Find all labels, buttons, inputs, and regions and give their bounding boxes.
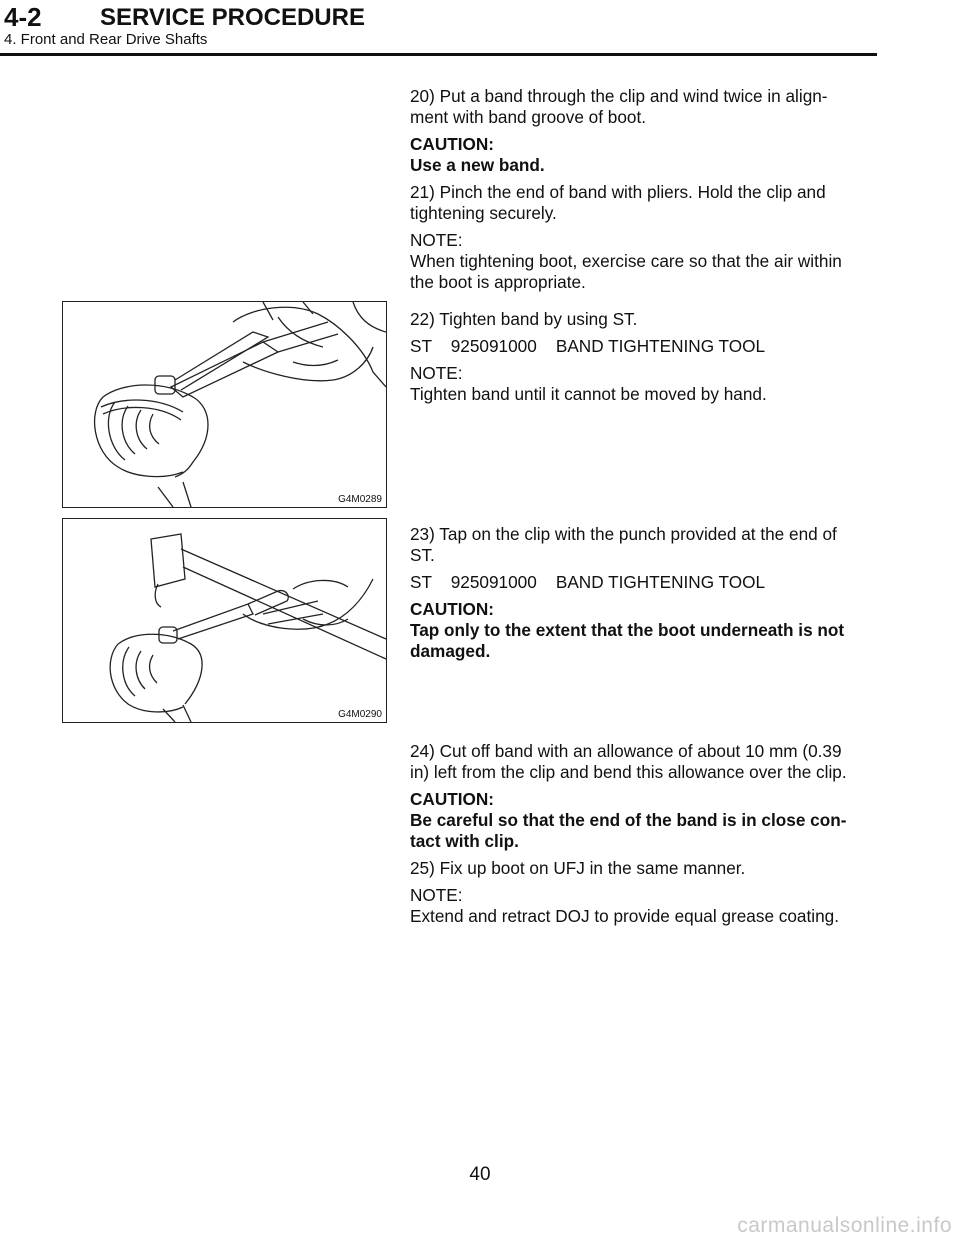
figure-label: G4M0290	[338, 709, 382, 720]
page-title: SERVICE PROCEDURE	[100, 4, 365, 31]
step-21-line-2: tightening securely.	[410, 203, 557, 223]
step-21-line-1: 21) Pinch the end of band with pliers. Hold the clip and	[410, 182, 826, 202]
step-22-note-text: Tighten band until it cannot be moved by hand.	[410, 384, 767, 404]
step-22-note-label: NOTE:	[410, 363, 463, 383]
step-20-block	[410, 86, 881, 293]
step-21-note-line-2: the boot is appropriate.	[410, 272, 586, 292]
step-20-caution-text: Use a new band.	[410, 155, 545, 175]
figure-g4m0290	[62, 518, 387, 723]
step-24-caution-line-1: Be careful so that the end of the band is in close con-	[410, 810, 847, 830]
figure-label: G4M0289	[338, 494, 382, 505]
step-21-note-line-1: When tightening boot, exercise care so that the air within	[410, 251, 842, 271]
step-25-line-1: 25) Fix up boot on UFJ in the same manner.	[410, 858, 746, 878]
section-subtitle: 4. Front and Rear Drive Shafts	[4, 31, 208, 48]
section-code: 4-2	[4, 2, 42, 32]
step-22-st-line: ST 925091000 BAND TIGHTENING TOOL	[410, 336, 766, 356]
step-23-caution-label: CAUTION:	[410, 599, 495, 619]
step-23-caution-line-1: Tap only to the extent that the boot underneath is not	[410, 620, 845, 640]
boot-band-tightening-illustration	[63, 302, 386, 507]
step-25-note-label: NOTE:	[410, 885, 463, 905]
step-24-caution-line-2: tact with clip.	[410, 831, 519, 851]
step-22-line-1: 22) Tighten band by using ST.	[410, 309, 638, 329]
figure-g4m0289	[62, 301, 387, 508]
step-20-line-1: 20) Put a band through the clip and wind twice in align-	[410, 86, 828, 106]
watermark: carmanualsonline.info	[737, 1214, 952, 1237]
clip-tapping-illustration	[63, 519, 386, 722]
step-22-block	[410, 309, 881, 405]
step-25-note-text: Extend and retract DOJ to provide equal grease coating.	[410, 906, 839, 926]
step-24-line-1: 24) Cut off band with an allowance of about 10 mm (0.39	[410, 741, 842, 761]
step-23-line-2: ST.	[410, 545, 435, 565]
page-number: 40	[469, 1164, 491, 1185]
step-23-line-1: 23) Tap on the clip with the punch provided at the end of	[410, 524, 837, 544]
step-24-block	[410, 741, 881, 927]
step-23-st-line: ST 925091000 BAND TIGHTENING TOOL	[410, 572, 766, 592]
step-24-line-2: in) left from the clip and bend this allowance over the clip.	[410, 762, 847, 782]
step-20-line-2: ment with band groove of boot.	[410, 107, 647, 127]
step-24-caution-label: CAUTION:	[410, 789, 495, 809]
step-21-note-label: NOTE:	[410, 230, 463, 250]
step-20-caution-label: CAUTION:	[410, 134, 495, 154]
step-23-caution-line-2: damaged.	[410, 641, 491, 661]
step-23-block	[410, 524, 881, 662]
header-divider	[0, 53, 877, 56]
